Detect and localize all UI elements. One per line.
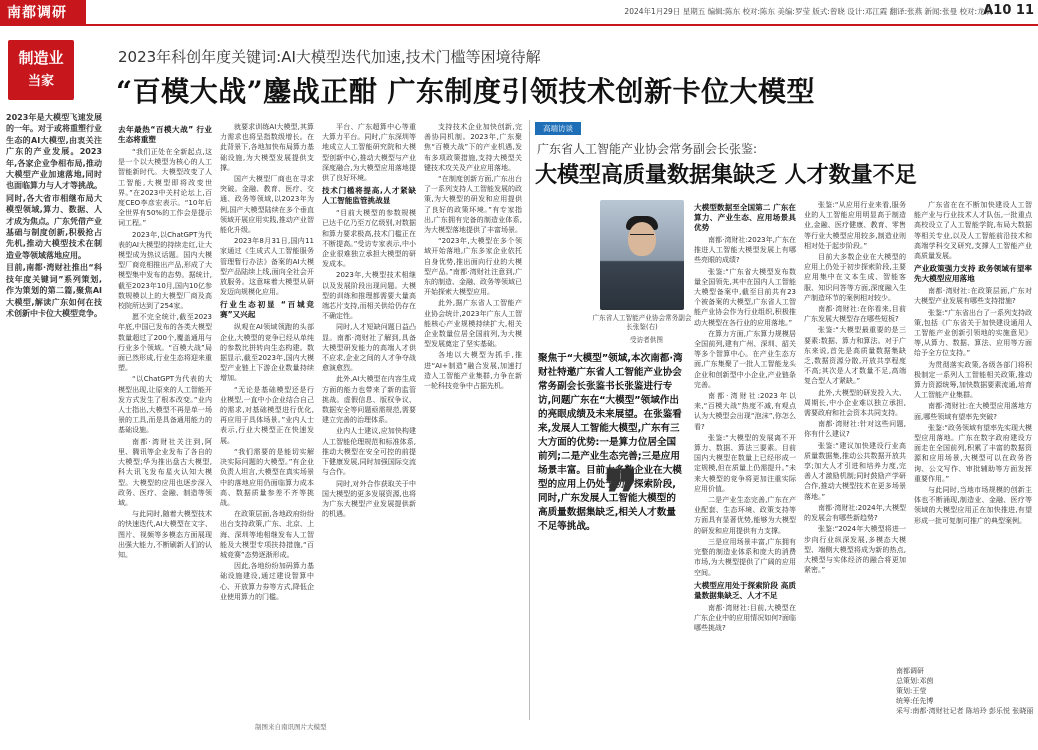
body-paragraph: 为贯彻落实政策,各级各部门将积极制定一系列人工智能相关政策,推动算力资源统筹,加快数据要素流通,培育人工智能产业集群。 xyxy=(914,360,1032,400)
section-heading: 大模型应用处于探索阶段 高质量数据集缺乏、人才不足 xyxy=(694,580,796,600)
section-brand: 南都调研 xyxy=(0,0,86,26)
column-logo-line1: 制造业 xyxy=(18,49,64,67)
body-paragraph: “无论是基础模型还是行业模型,一直中小企业结合自己的需求,对基础模型进行优化,再应用于具体场景。”业内人士表示,行业大模型正在快速发展。 xyxy=(220,385,314,445)
body-paragraph: 愿不完全统计,截至2023年底,中国已发布的各类大模型数量超过了200个,覆盖通用与行业多个领域。“百模大战”局面已然形成,行业生态将迎来重塑。 xyxy=(118,313,212,373)
body-paragraph: 同时,人才短缺问题日益凸显。南都·湾财社了解到,具备大模型研发能力的高端人才供不应求,企业之间的人才争夺战愈演愈烈。 xyxy=(322,323,416,373)
body-paragraph: 在政策层面,各地政府纷纷出台支持政策,广东、北京、上海、深圳等地相继发布人工智能及大模型专项扶持措施,“百城竞赛”态势逐渐形成。 xyxy=(220,510,314,559)
lead-paragraph: 同时,各大省市相继布局大模型领域,算力、数据、人才成为焦点。广东凭借产业基础与制度创新,积极抢占先机,推动大模型技术在制造业等领域落地应用。 xyxy=(6,193,102,260)
body-paragraph: 张鉴:“大模型最重要的是三要素:数据、算力和算法。对于广东来说,首先是高质量数据集缺乏,数据资源分散,开放共享程度不高;其次是人才数量不足,高端复合型人才紧缺。” xyxy=(804,326,906,386)
section-heading: 行业生态初显 “百城竞赛”又兴起 xyxy=(220,300,314,320)
body-paragraph: “以ChatGPT为代表的大模型出现,让原来的人工智能开发方式发生了根本改变。”业内人士指出,大模型不再是单一场景的工具,而是具备通用能力的基础设施。 xyxy=(118,375,212,435)
body-paragraph: “在制度创新方面,广东出台了一系列支持人工智能发展的政策,为大模型的研发和应用提供了良好的政策环境。”有专家指出,广东拥有完备的制造业体系,为大模型落地提供了丰富场景。 xyxy=(424,175,522,235)
portrait-glasses xyxy=(630,234,654,239)
column-logo xyxy=(8,40,74,100)
body-paragraph: 南都·湾财社:在你看来,目前广东发展大模型存在哪些短板? xyxy=(804,305,906,324)
body-paragraph: 南都·湾财社:在政策层面,广东对大模型产业发展有哪些支持措施? xyxy=(914,287,1032,306)
main-lead-column xyxy=(6,112,102,412)
pull-quote: 聚焦于“大模型”领域,本次南都·湾财社特邀广东省人工智能产业协会常务副会长张鉴书长张鉴进行专访,问题广东在“大模型”领域作出的亮眼成绩及未来展望。在张鉴看来,发展人工智能大模型,广东有三大方面的优势:一是算力位居全国前列;二是产业生态完善;三是应用场景丰富。目前大多数企业在大模型的应用上仍处于初步探索阶段,同时,广东发展人工智能大模型的高质量数据集缺乏,相关人才数量不足等挑战。 xyxy=(538,353,683,532)
section-heading: 去年最热“百模大战” 行业生态将重塑 xyxy=(118,125,212,144)
interview-column-2 xyxy=(804,200,906,720)
body-paragraph: 此外,大模型的研发投入大、周期长,中小企业难以独立承担,需要政府和社会资本共同支持。 xyxy=(804,388,906,418)
issue-info: 2024年1月29日 星期五 编辑:陈东 校对:陈东 美编:罗莹 版式:曾晓 设计:邓江霞 翻译:张燕 新闻:张曼 校对:龙斌 xyxy=(624,7,992,16)
body-paragraph: 南都·湾财社:2024年,大模型的发展会有哪些新趋势? xyxy=(804,503,906,523)
body-paragraph: 支持技术企业加快创新,完善协同机制。2023年,广东聚焦“百模大战”下的产业机遇,发布多项政策措施,支持大模型关键技术攻关及产业应用落地。 xyxy=(424,123,522,172)
body-paragraph: 张鉴:“建议加快建设行业高质量数据集,推动公共数据开放共享;加大人才引进和培养力度,完善人才激励机制;同时鼓励产学研合作,推动大模型技术在更多场景落地。” xyxy=(804,441,906,501)
body-paragraph: 南都·湾财社:2023年以来,“百模大战”热度不减,有观点认为大模型会出现“泡沫”,你怎么看? xyxy=(694,392,796,431)
editor-credit-line: 采写:南都·湾财社记者 陈培玲 彭乐悦 张晓丽 xyxy=(896,707,1034,715)
editor-credit-line: 总策划:邓茵 xyxy=(896,677,934,685)
body-paragraph: 三是应用场景丰富,广东拥有完整的制造业体系和庞大的消费市场,为大模型提供了广阔的应用空间。 xyxy=(694,537,796,577)
portrait-face xyxy=(628,222,656,256)
body-paragraph: 业内人士建议,应加快构建人工智能伦理规范和标准体系,推动大模型在安全可控的前提下健康发展,同时加强国际交流与合作。 xyxy=(322,427,416,477)
body-paragraph: “目前大模型的参数规模已达千亿乃至万亿级别,对数据和算力要求极高,技术门槛正在不断提高。”受访专家表示,中小企业很难独立承担大模型的研发成本。 xyxy=(322,209,416,269)
portrait-credit: 受访者供图 xyxy=(630,336,663,344)
interview-column-3 xyxy=(914,200,1032,660)
main-headline: “百模大战”鏖战正酣 广东制度引领技术创新卡位大模型 xyxy=(116,75,815,108)
section-heading: 大模型数据至全国第二 广东在算力、产业生态、应用场景具优势 xyxy=(694,203,796,232)
lead-paragraph: 目前,南都·湾财社推出“科技年度关键词”系列策划,作为策划的第二篇,聚焦AI大模型,解读广东如何在技术创新中卡位大模型竞争。 xyxy=(6,263,102,318)
interviewee-portrait xyxy=(600,200,684,310)
editor-credits xyxy=(896,666,1033,716)
quote-mark-icon: ❞ xyxy=(604,457,639,532)
body-paragraph: “我们需要的是能切实解决实际问题的大模型。”有企业负责人坦言,大模型在真实场景中的落地应用仍面临算力成本高、数据质量参差不齐等挑战。 xyxy=(220,447,314,507)
body-paragraph: 2023年,大模型技术相继以及发展阶段出现问题。大模型的训练和推理都需要大量高端芯片支持,而相关供给仍存在不确定性。 xyxy=(322,271,416,321)
column-logo-line2: 当家 xyxy=(27,74,54,89)
page-header xyxy=(0,0,1038,26)
body-paragraph: 张鉴:“2024年大模型将进一步向行业纵深发展,多模态大模型、端侧大模型将成为新的热点,大模型与实体经济的融合将更加紧密。” xyxy=(804,525,906,575)
lead-paragraph: 2023年是大模型飞速发展的一年。对于或将重塑行业生态的AI大模型,由衷关注广东的产业发展。2023年,各家企业争相布局,推动大模型产业加速落地,同时也面临算力与人才等挑战。 xyxy=(6,113,102,191)
body-paragraph: 2023年8月31日,国内11家通过《生成式人工智能服务管理暂行办法》备案的AI大模型产品陆续上线,面向全社会开放服务。这意味着大模型从研发迈向规模化应用。 xyxy=(220,237,314,297)
body-paragraph: “2023年,大模型在多个领域开始落地,广东多家企业依托自身优势,推出面向行业的大模型产品。”南都·湾财社注意到,广东的制造、金融、政务等领域已开始探索大模型应用。 xyxy=(424,237,522,297)
body-paragraph: 南都·湾财社:2023年,广东在推进人工智能大模型发展上有哪些亮眼的成绩? xyxy=(694,236,796,265)
body-paragraph: 南都·湾财社:目前,大模型在广东企业中的应用情况如何?面临哪些挑战? xyxy=(694,603,796,633)
section-heading: 产业政策强力支持 政务领域有望率先大模型应用落地 xyxy=(914,264,1032,284)
editor-credit-line: 南都调研 xyxy=(896,667,924,675)
body-paragraph: “我们正处在全新起点,这是一个以大模型为核心的人工智能新时代。大模型改变了人工智能,大模型即将改变世界。”在2023中关村论坛上,百度CEO李彦宏表示。“10年后全世界有50%的工作会是提示词工程。” xyxy=(118,148,212,228)
body-paragraph: 南都·湾财社:针对这些问题,你有什么建议? xyxy=(804,420,906,439)
body-paragraph: 同时,对外合作获取关于中国大模型的更多发展资源,也将为广东大模型产业发展提供新的机遇。 xyxy=(322,479,416,519)
body-paragraph: 平台、广东超算中心等重大算力平台。同时,广东深圳等地成立人工智能研究院和大模型创新中心,推动大模型与产业深度融合,为大模型应用落地提供了良好环境。 xyxy=(322,123,416,183)
body-paragraph: 与此同时,当地市场规模的创新主体也不断涌现,制造业、金融、医疗等领域的大模型应用正在加快推进,有望形成一批可复制可推广的典型案例。 xyxy=(914,486,1032,525)
section-heading: 技术门槛将提高,人才紧缺 人工智能监管挑战显 xyxy=(322,186,416,206)
body-paragraph: 此外,AI大模型在内容生成方面的能力也带来了新的监管挑战。虚假信息、版权争议、数据安全等问题亟需规范,需要建立完善的治理体系。 xyxy=(322,375,416,425)
body-paragraph: 张鉴:“大模型的发展离不开算力、数据、算法三要素。目前国内大模型在数量上已经形成一定规模,但在质量上仍需提升。”未来大模型的竞争将更加注重实际应用价值。 xyxy=(694,433,796,493)
body-paragraph: 各地以大模型为抓手,推进“AI+制造”融合发展,加速打造人工智能产业集群,力争在新一轮科技竞争中占据先机。 xyxy=(424,351,522,391)
main-body-column-1 xyxy=(118,122,212,718)
interview-subhead: 广东省人工智能产业协会常务副会长张鉴: xyxy=(537,142,758,156)
body-paragraph: 广东省在在不断加快建设人工智能产业与行业技术人才队伍,一批重点高校设立了人工智能学院,布局大数据等相关专业,以及人工智能前沿技术和高端学科交叉研究,支撑人工智能产业高质量发展。 xyxy=(914,201,1032,261)
body-paragraph: 国产大模型厂商也在寻求突破。金融、教育、医疗、交通、政务等领域,以2023年为例,国产大模型陆续在多个垂直领域开展应用实践,推动产业智能化升级。 xyxy=(220,175,314,235)
interview-tag: 高端访谈 xyxy=(535,122,581,135)
interview-headline: 大模型高质量数据集缺乏 人才数量不足 xyxy=(535,162,917,188)
body-paragraph: 南都·湾财社关注到,阿里、腾讯等企业发布了各自的大模型;华为推出盘古大模型,科大讯飞发布星火认知大模型。大模型的应用也逐步深入政务、医疗、金融、制造等领域。 xyxy=(118,437,212,507)
editor-credit-line: 策划:王莹 xyxy=(896,687,927,695)
body-paragraph: 张鉴:“政务领域有望率先实现大模型应用落地。广东在数字政府建设方面走在全国前列,积累了丰富的数据资源和应用场景,大模型可以在政务咨询、公文写作、审批辅助等方面发挥重要作用。” xyxy=(914,423,1032,483)
main-body-column-4 xyxy=(424,122,522,718)
body-paragraph: 与此同时,随着大模型技术的快速迭代,AI大模型在文字、图片、视频等多模态方面展现出强大能力,不断刷新人们的认知。 xyxy=(118,510,212,559)
photo-caption: 制图来自南讯图片大模型 xyxy=(255,723,327,731)
column-divider xyxy=(529,120,530,720)
main-subhead: 2023年科创年度关键词:AI大模型迭代加速,技术门槛等困境待解 xyxy=(118,48,541,66)
body-paragraph: 2023年,以ChatGPT为代表的AI大模型的持续走红,让大模型成为热议话题。国内大模型厂商竞相推出产品,形成了大模型集中发布的态势。据统计,截至2023年10月,国内10亿参数规模以上的大模型厂商及高校院所达到了254家。 xyxy=(118,230,212,311)
body-paragraph: 南都·湾财社:在大模型应用落地方面,哪些领域有望率先突破? xyxy=(914,402,1032,421)
body-paragraph: 目前大多数企业在大模型的应用上仍处于初步探索阶段,主要应用集中在文本生成、智能客服、知识问答等方面,深度融入生产制造环节的案例相对较少。 xyxy=(804,253,906,302)
body-paragraph: 因此,各地纷纷加码算力基础设施建设,通过建设智算中心、开放算力券等方式,降低企业使用算力的门槛。 xyxy=(220,562,314,601)
body-paragraph: 就要求训练AI大模型,其算力需求也将呈指数级增长。在此背景下,各地加快布局算力基础设施,为大模型发展提供支撑。 xyxy=(220,123,314,172)
editor-credit-line: 统筹:任先博 xyxy=(896,697,934,705)
body-paragraph: 纵观在AI领域领跑的头部企业,大模型的竞争已经从单纯的参数比拼转向生态构建。数据显示,截至2023年,国内大模型产业链上下游企业数量持续增加。 xyxy=(220,323,314,383)
body-paragraph: 此外,据广东省人工智能产业协会统计,2023年广东人工智能核心产业规模持续扩大,相关企业数量位居全国前列,为大模型发展奠定了坚实基础。 xyxy=(424,299,522,349)
page-number: A10 11 xyxy=(983,3,1034,18)
portrait-caption: 广东省人工智能产业协会常务副会长张鉴(右) xyxy=(592,314,692,331)
body-paragraph: 在算力方面,广东算力规模居全国前列,建有广州、深圳、韶关等多个智算中心。在产业生态方面,广东集聚了一批人工智能龙头企业和创新型中小企业,产业链条完善。 xyxy=(694,329,796,389)
body-paragraph: 张鉴:“广东省出台了一系列支持政策,包括《广东省关于加快建设通用人工智能产业创新引领地的实施意见》等,从算力、数据、算法、应用等方面给予全方位支持。” xyxy=(914,308,1032,358)
main-body-column-2 xyxy=(220,122,314,718)
interview-column-1 xyxy=(694,200,796,720)
body-paragraph: 张鉴:“从应用行业来看,服务业的人工智能应用明显高于制造业,金融、医疗健康、教育、零售等行业大模型应用较多,制造业则相对处于起步阶段。” xyxy=(804,201,906,250)
body-paragraph: 二是产业生态完善,广东在产业配套、生态环境、政策支持等方面具有显著优势,能够为大模型的研发和应用提供有力支撑。 xyxy=(694,496,796,535)
main-body-column-3 xyxy=(322,122,416,718)
body-paragraph: 张鉴:“广东省大模型发布数量全国领先,其中在国内人工智能大模型备案中,截至目前共有23个被备案的大模型,广东省人工智能产业协会作为行业组织,积极推动大模型在各行业的应用落地。” xyxy=(694,267,796,327)
